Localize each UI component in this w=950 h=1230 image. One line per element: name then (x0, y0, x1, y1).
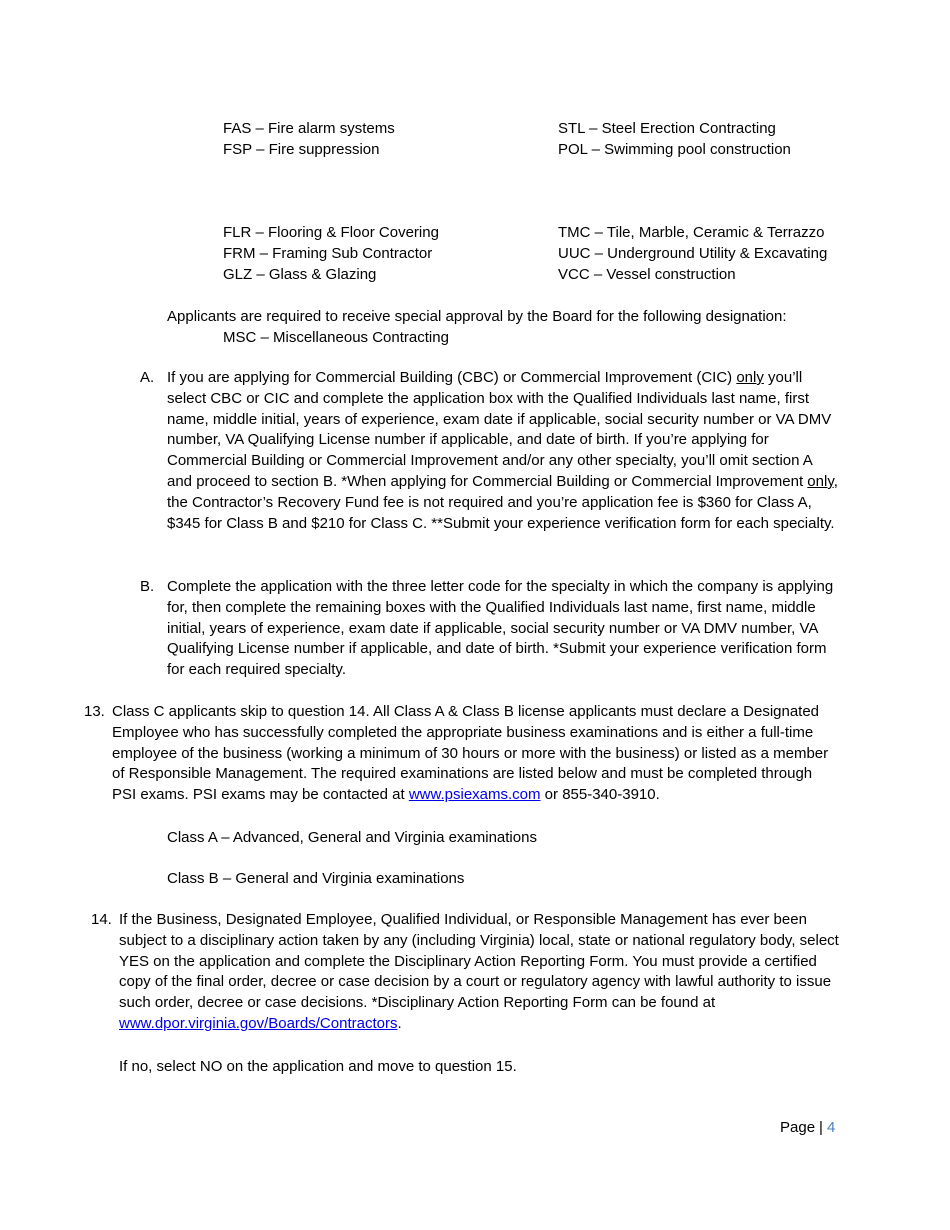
specialty-tmc: TMC – Tile, Marble, Ceramic & Terrazzo (558, 224, 825, 241)
specialty-pol: POL – Swimming pool construction (558, 141, 791, 158)
question-14-paragraph: If the Business, Designated Employee, Qualified Individual, or Responsible Management has ever been subject to a disciplinary action taken by any (including Virginia) local, state or national regulatory body, select YES on the application and complete the Disciplinary Action Reporting Form. You must provide a certified copy of the final order, decree or case decision by a court or regulatory agency with lawful authority to issue such order, decree or case decisions. *Disciplinary Action Reporting Form can be found at www.dpor.virginia.gov/Boards/Contractors. (119, 911, 839, 1032)
section-a-marker: A. (140, 369, 155, 386)
specialty-vcc: VCC – Vessel construction (558, 266, 736, 283)
page-number-footer (780, 1117, 835, 1138)
question-14-no-text: If no, select NO on the application and move to question 15. (119, 1058, 517, 1075)
section-a-paragraph: If you are applying for Commercial Building (CBC) or Commercial Improvement (CIC) only you’ll select CBC or CIC and complete the application box with the Qualified Individuals last name, first name, middle initial, years of experience, exam date if applicable, social security number or VA DMV number, VA Qualifying License number if applicable, and date of birth. If you’re applying for Commercial Building or Commercial Improvement and/or any other specialty, you’ll omit section A and proceed to section B. *When applying for Commercial Building or Commercial Improvement only, the Contractor’s Recovery Fund fee is not required and you’re application fee is $360 for Class A, $345 for Class B and $210 for Class C. **Submit your experience verification form for each specialty. (167, 369, 838, 532)
specialty-fas: FAS – Fire alarm systems (223, 120, 395, 137)
dpor-link[interactable]: www.dpor.virginia.gov/Boards/Contractors (119, 1014, 398, 1032)
specialty-frm: FRM – Framing Sub Contractor (223, 245, 433, 262)
psiexams-link[interactable]: www.psiexams.com (408, 786, 541, 804)
page-label: Page (780, 1119, 816, 1136)
specialty-msc: MSC – Miscellaneous Contracting (223, 329, 449, 346)
specialty-stl: STL – Steel Erection Contracting (558, 120, 776, 137)
class-a-exams: Class A – Advanced, General and Virginia examinations (167, 829, 537, 846)
page-number: 4 (826, 1119, 836, 1136)
specialty-uuc: UUC – Underground Utility & Excavating (558, 245, 828, 262)
page-separator: | (819, 1119, 823, 1136)
class-b-exams: Class B – General and Virginia examinations (167, 870, 465, 887)
specialty-glz: GLZ – Glass & Glazing (223, 266, 377, 283)
question-13-marker: 13. (84, 703, 105, 720)
section-b-paragraph: Complete the application with the three letter code for the specialty in which the company is applying for, then complete the remaining boxes with the Qualified Individuals last name, first name, middle initial, years of experience, exam date if applicable, social security number or VA DMV number, VA Qualifying License number if applicable, and date of birth. *Submit your experience verification form for each required specialty. (167, 578, 834, 679)
special-approval-text: Applicants are required to receive special approval by the Board for the following designation: (167, 308, 787, 325)
question-14-marker: 14. (91, 911, 112, 928)
section-b-marker: B. (140, 578, 155, 595)
question-13-paragraph: Class C applicants skip to question 14. All Class A & Class B license applicants must declare a Designated Employee who has successfully completed the appropriate business examinations and is either a full-time employee of the business (working a minimum of 30 hours or more with the business) or listed as a member of Responsible Management. The required examinations are listed below and must be completed through PSI exams. PSI exams may be contacted at www.psiexams.com or 855-340-3910. (112, 703, 829, 804)
specialty-fsp: FSP – Fire suppression (223, 141, 380, 158)
specialty-flr: FLR – Flooring & Floor Covering (223, 224, 439, 241)
